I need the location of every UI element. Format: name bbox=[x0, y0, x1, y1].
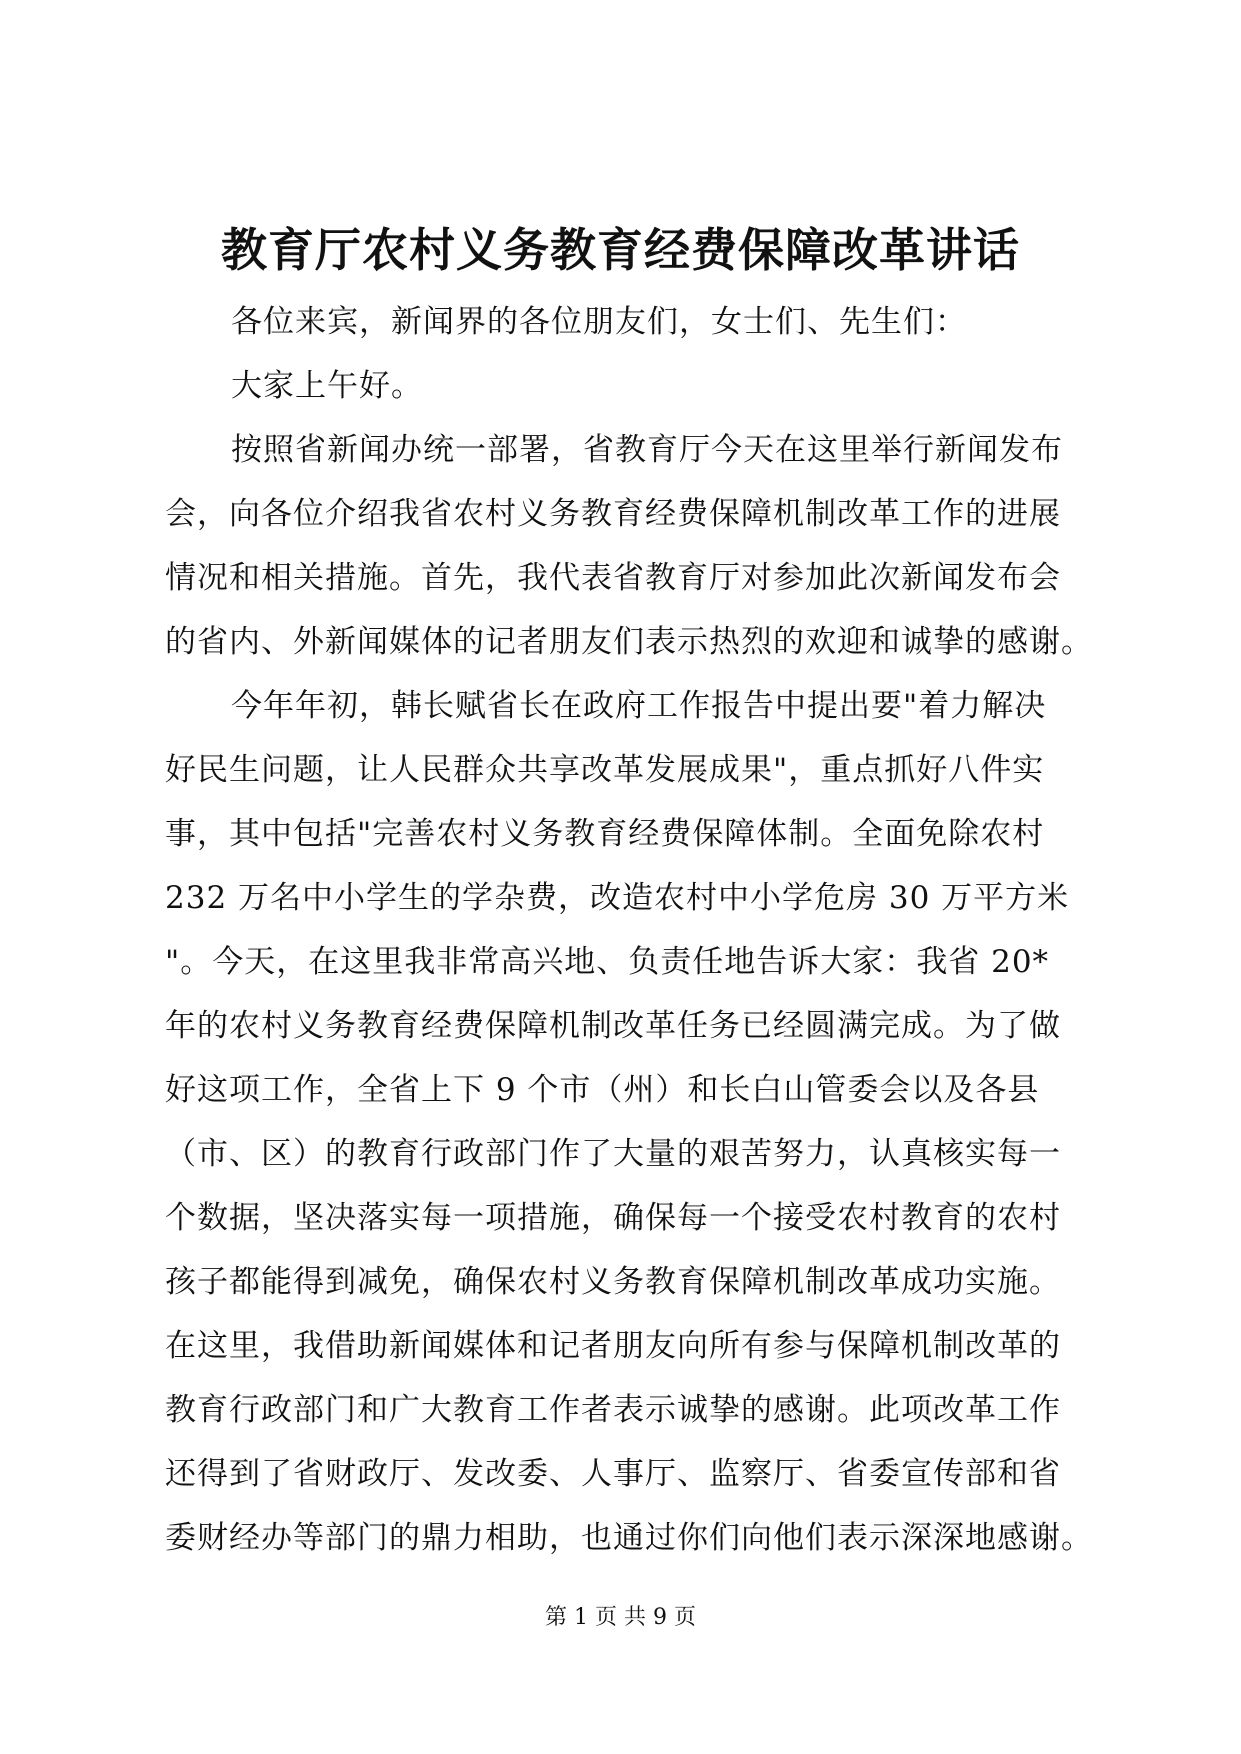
text-line: （市、区）的教育行政部门作了大量的艰苦努力，认真核实每一 bbox=[165, 1136, 1061, 1172]
text-line: 今年年初，韩长赋省长在政府工作报告中提出要"着力解决 bbox=[231, 688, 1047, 724]
document-body bbox=[165, 290, 1093, 1570]
text-line: 大家上午好。 bbox=[231, 368, 423, 404]
page-footer: 第 1 页 共 9 页 bbox=[545, 1605, 696, 1630]
text-line: 会，向各位介绍我省农村义务教育经费保障机制改革工作的进展 bbox=[165, 496, 1061, 532]
text-line: 按照省新闻办统一部署，省教育厅今天在这里举行新闻发布 bbox=[231, 432, 1063, 468]
text-line: 事，其中包括"完善农村义务教育经费保障体制。全面免除农村 bbox=[165, 816, 1045, 852]
text-line: 委财经办等部门的鼎力相助，也通过你们向他们表示深深地感谢。 bbox=[165, 1520, 1093, 1556]
text-line: 的省内、外新闻媒体的记者朋友们表示热烈的欢迎和诚挚的感谢。 bbox=[165, 624, 1093, 660]
text-line: 各位来宾，新闻界的各位朋友们，女士们、先生们： bbox=[231, 304, 967, 340]
text-line: 还得到了省财政厅、发改委、人事厅、监察厅、省委宣传部和省 bbox=[165, 1456, 1061, 1492]
text-line: 好这项工作，全省上下 9 个市（州）和长白山管委会以及各县 bbox=[165, 1072, 1040, 1108]
text-line: "。今天，在这里我非常高兴地、负责任地告诉大家：我省 20* bbox=[165, 944, 1050, 980]
text-line: 个数据，坚决落实每一项措施，确保每一个接受农村教育的农村 bbox=[165, 1200, 1061, 1236]
text-line: 232 万名中小学生的学杂费，改造农村中小学危房 30 万平方米 bbox=[165, 880, 1070, 916]
text-line: 好民生问题，让人民群众共享改革发展成果"，重点抓好八件实 bbox=[165, 752, 1045, 788]
text-line: 年的农村义务教育经费保障机制改革任务已经圆满完成。为了做 bbox=[165, 1008, 1061, 1044]
document-title: 教育厅农村义务教育经费保障改革讲话 bbox=[221, 223, 1020, 277]
text-line: 在这里，我借助新闻媒体和记者朋友向所有参与保障机制改革的 bbox=[165, 1328, 1061, 1364]
text-line: 孩子都能得到减免，确保农村义务教育保障机制改革成功实施。 bbox=[165, 1264, 1061, 1300]
text-line: 情况和相关措施。首先，我代表省教育厅对参加此次新闻发布会 bbox=[165, 560, 1061, 596]
text-line: 教育行政部门和广大教育工作者表示诚挚的感谢。此项改革工作 bbox=[165, 1392, 1061, 1428]
